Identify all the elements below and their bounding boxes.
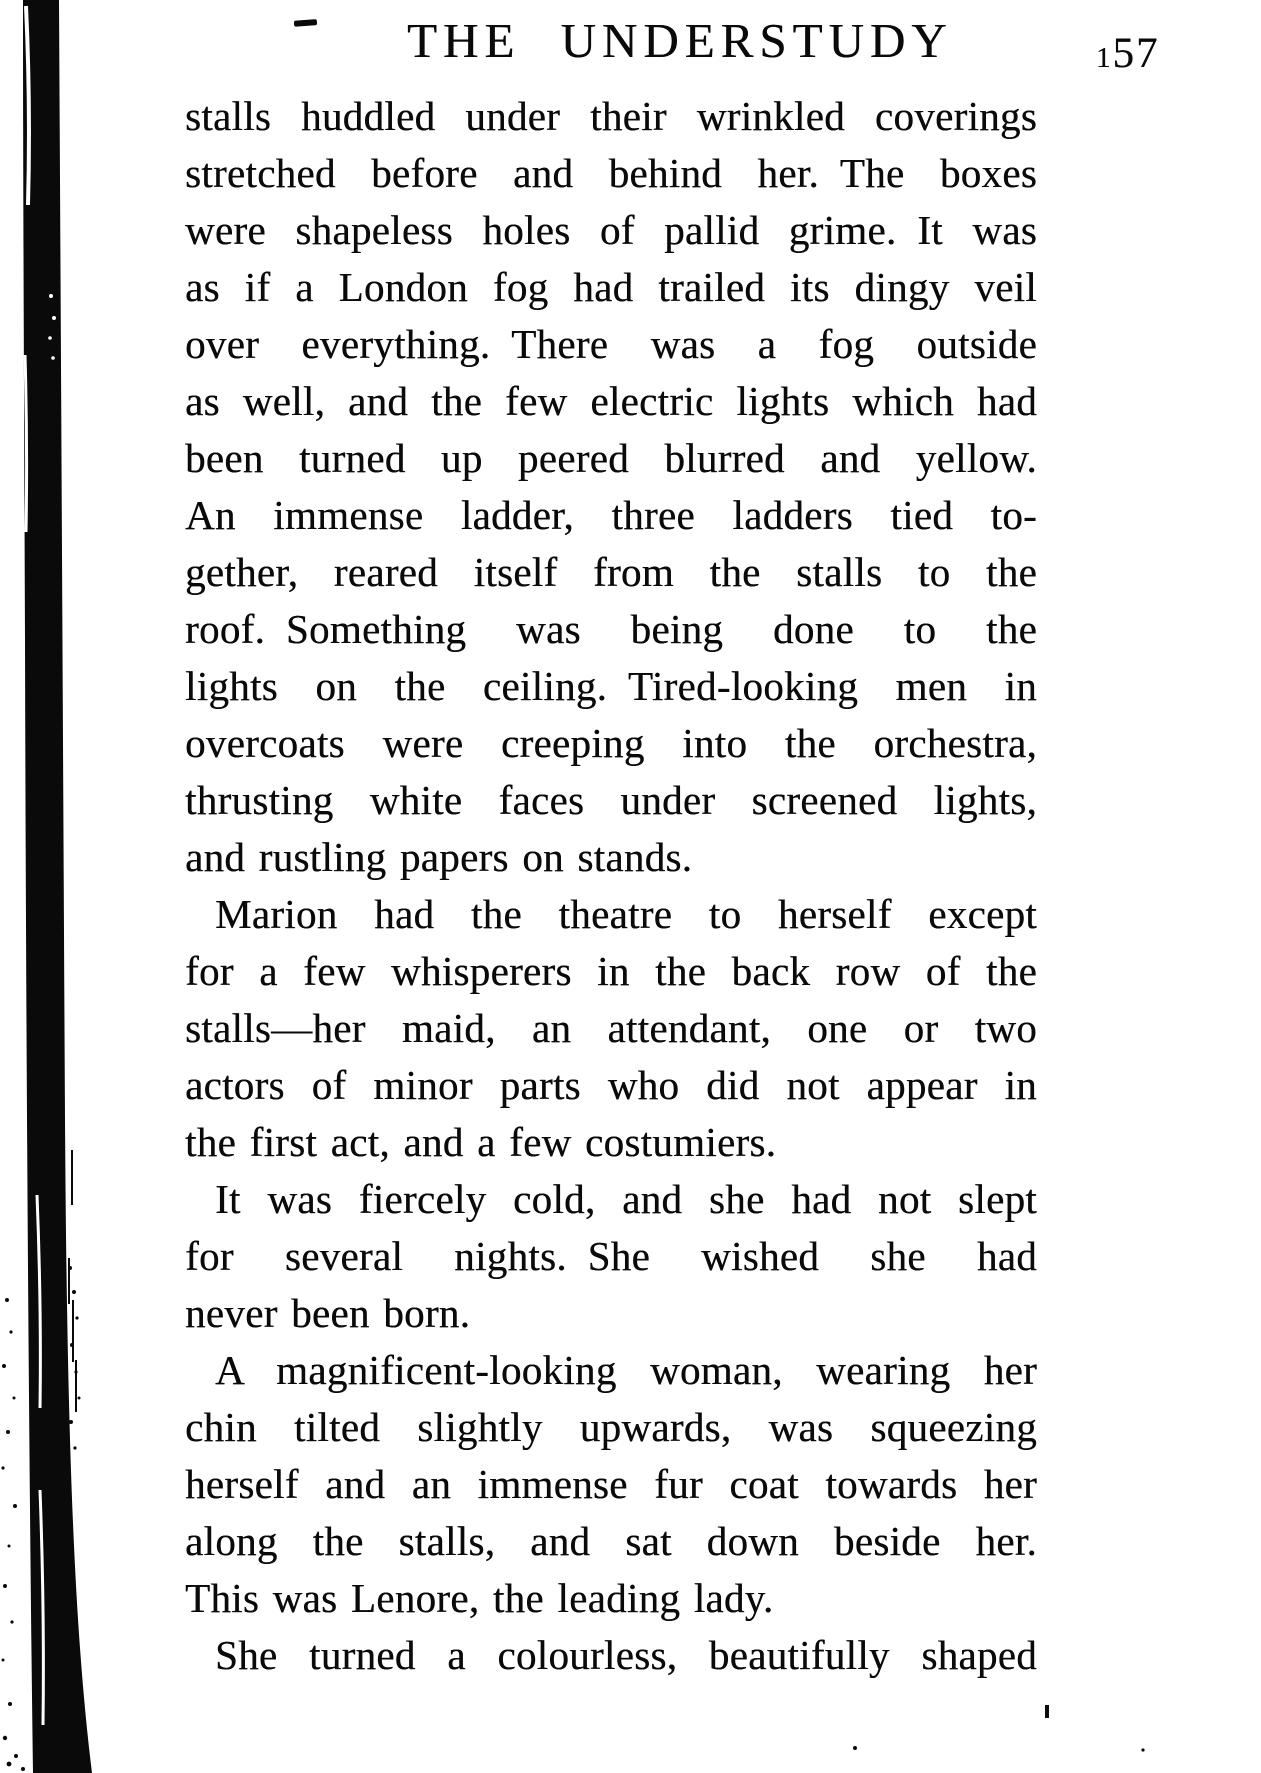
text-line: herself and an immense fur coat towards her — [185, 1461, 1037, 1507]
text-line: stretched before and behind her. The boxes — [185, 150, 1037, 196]
text-line: A magnificent-looking woman, wearing her — [215, 1347, 1037, 1393]
running-header-title: THE UNDERSTUDY — [407, 13, 953, 68]
text-line: chin tilted slightly upwards, was squeezing — [185, 1404, 1037, 1450]
text-line: and rustling papers on stands. — [185, 834, 693, 880]
body-text-block — [185, 88, 1037, 1684]
page-number: 157 — [1096, 30, 1160, 77]
text-line: as well, and the few electric lights which had — [185, 378, 1037, 424]
text-line: the first act, and a few costumiers. — [185, 1119, 777, 1165]
text-line: never been born. — [185, 1290, 471, 1336]
text-line: gether, reared itself from the stalls to the — [185, 549, 1037, 595]
text-line: She turned a colourless, beautifully shaped — [215, 1632, 1037, 1678]
text-line: overcoats were creeping into the orchestra, — [185, 720, 1037, 766]
text-line: along the stalls, and sat down beside her. — [185, 1518, 1037, 1564]
text-line: actors of minor parts who did not appear in — [185, 1062, 1037, 1108]
text-line: stalls huddled under their wrinkled coverings — [185, 93, 1037, 139]
text-line: been turned up peered blurred and yellow. — [185, 435, 1037, 481]
text-line: Marion had the theatre to herself except — [215, 891, 1037, 937]
text-line: lights on the ceiling. Tired-looking men in — [185, 663, 1037, 709]
text-line: for a few whisperers in the back row of the — [185, 948, 1037, 994]
text-line: for several nights. She wished she had — [185, 1233, 1037, 1279]
text-line: It was fiercely cold, and she had not slept — [215, 1176, 1037, 1222]
text-line: This was Lenore, the leading lady. — [185, 1575, 774, 1621]
text-line: over everything. There was a fog outside — [185, 321, 1037, 367]
text-line: thrusting white faces under screened lights, — [185, 777, 1037, 823]
text-line: An immense ladder, three ladders tied to- — [185, 492, 1037, 538]
text-line: stalls—her maid, an attendant, one or two — [185, 1005, 1037, 1051]
text-line: roof. Something was being done to the — [185, 606, 1037, 652]
text-line: as if a London fog had trailed its dingy veil — [185, 264, 1037, 310]
text-line: were shapeless holes of pallid grime. It was — [185, 207, 1037, 253]
